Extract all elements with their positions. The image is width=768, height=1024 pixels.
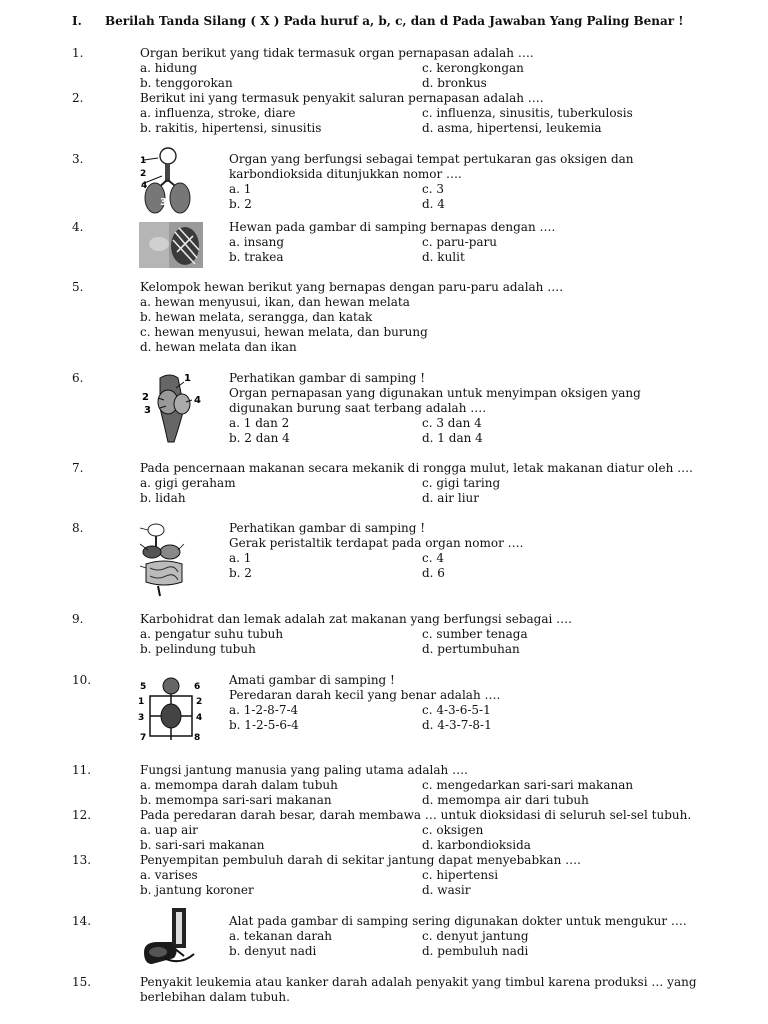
- section-number: I.: [72, 14, 82, 28]
- question-number: 2.: [72, 91, 84, 105]
- question-number: 10.: [72, 673, 92, 687]
- question-number: 6.: [72, 371, 84, 385]
- respiratory-system-figure: [140, 146, 192, 216]
- option-b[interactable]: b. hewan melata, serangga, dan katak: [140, 310, 373, 324]
- option-a[interactable]: a. 1: [229, 182, 252, 196]
- question-text-cont: berlebihan dalam tubuh.: [140, 990, 290, 1004]
- figure-label-3: 3: [144, 405, 151, 416]
- option-a[interactable]: a. memompa darah dalam tubuh: [140, 778, 338, 792]
- option-d[interactable]: d. asma, hipertensi, leukemia: [422, 121, 602, 135]
- option-d[interactable]: d. pertumbuhan: [422, 642, 520, 656]
- question-text: Amati gambar di samping !: [229, 673, 395, 687]
- figure-label-4: 4: [141, 181, 148, 191]
- option-c[interactable]: c. mengedarkan sari-sari makanan: [422, 778, 634, 792]
- option-c[interactable]: c. influenza, sinusitis, tuberkulosis: [422, 106, 633, 120]
- bird-respiratory-figure: [140, 368, 206, 448]
- digestive-system-figure: [138, 520, 190, 598]
- option-c[interactable]: c. paru-paru: [422, 235, 498, 249]
- question-number: 14.: [72, 914, 92, 928]
- figure-label-1: 1: [184, 373, 191, 384]
- option-d[interactable]: d. karbondioksida: [422, 838, 531, 852]
- option-b[interactable]: b. 2: [229, 197, 252, 211]
- option-c[interactable]: c. hewan menyusui, hewan melata, dan burung: [140, 325, 428, 339]
- option-b[interactable]: b. lidah: [140, 491, 186, 505]
- option-b[interactable]: b. tenggorokan: [140, 76, 233, 90]
- option-a[interactable]: a. 1 dan 2: [229, 416, 290, 430]
- option-b[interactable]: b. sari-sari makanan: [140, 838, 265, 852]
- option-c[interactable]: c. denyut jantung: [422, 929, 529, 943]
- option-a[interactable]: a. tekanan darah: [229, 929, 333, 943]
- option-c[interactable]: c. gigi taring: [422, 476, 501, 490]
- question-text: Berikut ini yang termasuk penyakit saluran pernapasan adalah ….: [140, 91, 544, 105]
- option-a[interactable]: a. uap air: [140, 823, 198, 837]
- question-text: Fungsi jantung manusia yang paling utama adalah ….: [140, 763, 468, 777]
- figure-label-2: 2: [196, 697, 203, 707]
- option-a[interactable]: a. hidung: [140, 61, 198, 75]
- option-b[interactable]: b. jantung koroner: [140, 883, 254, 897]
- section-instruction: Berilah Tanda Silang ( X ) Pada huruf a, b, c, dan d Pada Jawaban Yang Paling Benar !: [105, 14, 684, 28]
- question-text-cont: Gerak peristaltik terdapat pada organ nomor ….: [229, 536, 524, 550]
- option-d[interactable]: d. air liur: [422, 491, 479, 505]
- question-text: Perhatikan gambar di samping !: [229, 371, 426, 385]
- option-a[interactable]: a. 1-2-8-7-4: [229, 703, 299, 717]
- question-number: 13.: [72, 853, 92, 867]
- option-c[interactable]: c. 4-3-6-5-1: [422, 703, 491, 717]
- option-d[interactable]: d. 6: [422, 566, 445, 580]
- option-b[interactable]: b. pelindung tubuh: [140, 642, 256, 656]
- question-number: 9.: [72, 612, 84, 626]
- question-text-cont: Peredaran darah kecil yang benar adalah ….: [229, 688, 501, 702]
- figure-label-8: 8: [194, 733, 201, 743]
- figure-label-1: 1: [138, 697, 145, 707]
- option-d[interactable]: d. hewan melata dan ikan: [140, 340, 297, 354]
- figure-label-6: 6: [194, 682, 201, 692]
- option-b[interactable]: b. 2: [229, 566, 252, 580]
- figure-label-7: 7: [140, 733, 147, 743]
- figure-label-4: 4: [194, 395, 201, 406]
- figure-label-4: 4: [196, 713, 203, 723]
- question-text: Kelompok hewan berikut yang bernapas dengan paru-paru adalah ….: [140, 280, 564, 294]
- question-number: 1.: [72, 46, 84, 60]
- option-b[interactable]: b. rakitis, hipertensi, sinusitis: [140, 121, 322, 135]
- option-a[interactable]: a. gigi geraham: [140, 476, 236, 490]
- question-text: Alat pada gambar di samping sering digunakan dokter untuk mengukur ….: [229, 914, 687, 928]
- option-c[interactable]: c. hipertensi: [422, 868, 499, 882]
- option-b[interactable]: b. memompa sari-sari makanan: [140, 793, 332, 807]
- option-d[interactable]: d. 4-3-7-8-1: [422, 718, 492, 732]
- figure-label-2: 2: [140, 169, 147, 179]
- question-text: Pada peredaran darah besar, darah membawa … untuk dioksidasi di seluruh sel-sel tubuh.: [140, 808, 692, 822]
- question-text-cont: karbondioksida ditunjukkan nomor ….: [229, 167, 462, 181]
- option-d[interactable]: d. pembuluh nadi: [422, 944, 529, 958]
- question-number: 15.: [72, 975, 92, 989]
- option-b[interactable]: b. 1-2-5-6-4: [229, 718, 299, 732]
- option-d[interactable]: d. memompa air dari tubuh: [422, 793, 589, 807]
- option-a[interactable]: a. influenza, stroke, diare: [140, 106, 296, 120]
- sphygmomanometer-figure: [140, 906, 206, 970]
- question-text: Penyempitan pembuluh darah di sekitar jantung dapat menyebabkan ….: [140, 853, 581, 867]
- option-b[interactable]: b. trakea: [229, 250, 284, 264]
- question-text: Perhatikan gambar di samping !: [229, 521, 426, 535]
- option-a[interactable]: a. 1: [229, 551, 252, 565]
- option-a[interactable]: a. pengatur suhu tubuh: [140, 627, 284, 641]
- question-text-cont: digunakan burung saat terbang adalah ….: [229, 401, 487, 415]
- figure-label-3: 3: [138, 713, 145, 723]
- option-a[interactable]: a. varises: [140, 868, 198, 882]
- question-text-cont: Organ pernapasan yang digunakan untuk menyimpan oksigen yang: [229, 386, 641, 400]
- option-d[interactable]: d. 1 dan 4: [422, 431, 483, 445]
- option-c[interactable]: c. oksigen: [422, 823, 484, 837]
- question-text: Organ yang berfungsi sebagai tempat pertukaran gas oksigen dan: [229, 152, 634, 166]
- option-d[interactable]: d. 4: [422, 197, 445, 211]
- question-text: Hewan pada gambar di samping bernapas dengan ….: [229, 220, 556, 234]
- question-number: 7.: [72, 461, 84, 475]
- figure-label-2: 2: [142, 392, 149, 403]
- option-c[interactable]: c. 4: [422, 551, 444, 565]
- insect-photo-figure: [139, 222, 203, 268]
- question-number: 11.: [72, 763, 92, 777]
- option-a[interactable]: a. insang: [229, 235, 285, 249]
- option-c[interactable]: c. 3 dan 4: [422, 416, 482, 430]
- option-d[interactable]: d. bronkus: [422, 76, 487, 90]
- figure-label-3: 3: [160, 197, 167, 208]
- question-text: Penyakit leukemia atau kanker darah adalah penyakit yang timbul karena produksi … yang: [140, 975, 697, 989]
- option-a[interactable]: a. hewan menyusui, ikan, dan hewan melata: [140, 295, 410, 309]
- option-c[interactable]: c. sumber tenaga: [422, 627, 528, 641]
- option-c[interactable]: c. kerongkongan: [422, 61, 524, 75]
- option-b[interactable]: b. denyut nadi: [229, 944, 317, 958]
- figure-label-5: 5: [140, 682, 147, 692]
- question-text: Karbohidrat dan lemak adalah zat makanan yang berfungsi sebagai ….: [140, 612, 572, 626]
- question-number: 4.: [72, 220, 84, 234]
- circulatory-system-figure: [138, 674, 204, 746]
- option-b[interactable]: b. 2 dan 4: [229, 431, 290, 445]
- question-number: 8.: [72, 521, 84, 535]
- figure-label-1: 1: [140, 156, 147, 166]
- option-d[interactable]: d. wasir: [422, 883, 471, 897]
- question-number: 12.: [72, 808, 92, 822]
- question-text: Pada pencernaan makanan secara mekanik di rongga mulut, letak makanan diatur oleh ….: [140, 461, 693, 475]
- question-text: Organ berikut yang tidak termasuk organ pernapasan adalah ….: [140, 46, 534, 60]
- option-c[interactable]: c. 3: [422, 182, 444, 196]
- option-d[interactable]: d. kulit: [422, 250, 465, 264]
- question-number: 3.: [72, 152, 84, 166]
- question-number: 5.: [72, 280, 84, 294]
